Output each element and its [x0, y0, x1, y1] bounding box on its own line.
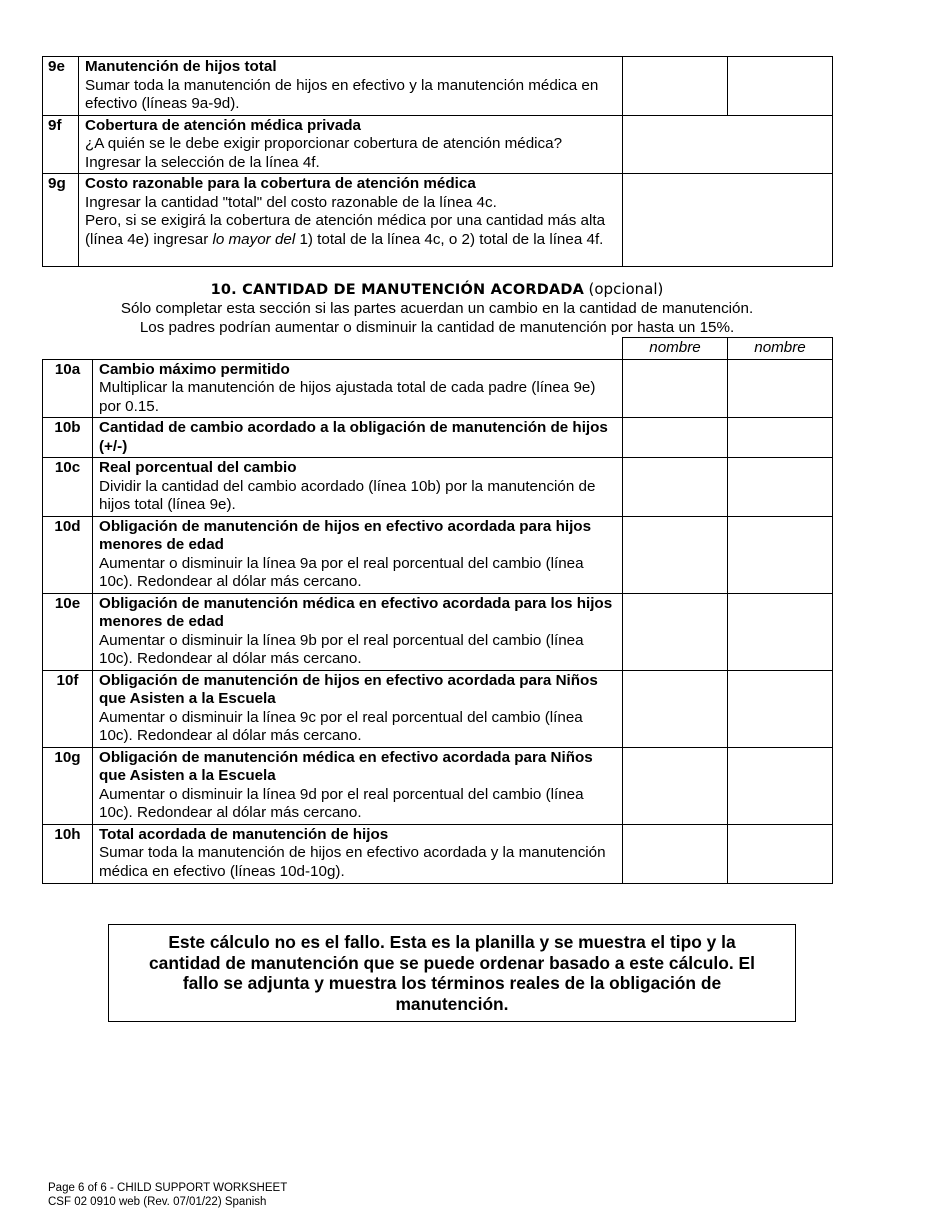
line-description	[93, 359, 623, 418]
line-description	[93, 418, 623, 458]
table-row	[43, 115, 833, 174]
parent-2-amount-field[interactable]	[728, 57, 833, 116]
table-row	[43, 458, 833, 517]
line-description	[79, 115, 623, 174]
parent-1-amount-field[interactable]	[623, 824, 728, 883]
table-row	[43, 824, 833, 883]
line-title: Costo razonable para la cobertura de atención médica	[85, 175, 476, 192]
line-title: Cantidad de cambio acordado a la obligación de manutención de hijos (+/-)	[99, 419, 608, 455]
section-10-subtitle: Sólo completar esta sección si las partes acuerdan un cambio en la cantidad de manutención.	[120, 300, 754, 317]
table-row	[43, 174, 833, 267]
column-header-parent-1: nombre	[623, 338, 728, 360]
line-instructions: Aumentar o disminuir la línea 9b por el real porcentual del cambio (línea 10c). Redondear al dólar más cercano.	[99, 631, 584, 667]
instruction-text: Pero, si se exigirá la cobertura de atención médica por una cantidad más alta (línea 4e) ingresar	[85, 212, 606, 248]
optional-label: (opcional)	[588, 280, 664, 298]
line-number: 10d	[43, 516, 93, 593]
parent-2-amount-field[interactable]	[728, 458, 833, 517]
line-number: 10h	[43, 824, 93, 883]
footer-form-id: CSF 02 0910 web (Rev. 07/01/22) Spanish	[48, 1196, 267, 1208]
line-number: 10g	[43, 747, 93, 824]
parent-1-amount-field[interactable]	[623, 458, 728, 517]
line-instructions: Aumentar o disminuir la línea 9c por el real porcentual del cambio (línea 10c). Redondear al dólar más cercano.	[99, 708, 583, 744]
line-instructions: Ingresar la cantidad "total" del costo razonable de la línea 4c.	[85, 193, 497, 211]
parent-2-amount-field[interactable]	[728, 824, 833, 883]
line-description	[79, 57, 623, 116]
instruction-text: 1) total de la línea 4c, o 2) total de la línea 4f.	[295, 230, 604, 248]
line-number: 10a	[43, 359, 93, 418]
header-blank	[43, 338, 623, 360]
header-row	[43, 338, 833, 360]
table-row	[43, 359, 833, 418]
table-row	[43, 57, 833, 116]
line-number: 10c	[43, 458, 93, 517]
line-title: Obligación de manutención médica en efectivo acordada para los hijos menores de edad	[99, 594, 613, 630]
line-instructions: Sumar toda la manutención de hijos en efectivo y la manutención médica en efectivo (líneas 9a-9d).	[85, 76, 599, 112]
reasonable-cost-field[interactable]	[623, 174, 833, 267]
table-row	[43, 670, 833, 747]
section-10-heading	[42, 280, 832, 299]
parent-1-amount-field[interactable]	[623, 593, 728, 670]
line-instructions: Aumentar o disminuir la línea 9a por el real porcentual del cambio (línea 10c). Redondear al dólar más cercano.	[99, 554, 584, 590]
parent-2-amount-field[interactable]	[728, 359, 833, 418]
line-instructions	[85, 212, 616, 249]
section-title: 10. CANTIDAD DE MANUTENCIÓN ACORDADA	[210, 282, 585, 298]
parent-2-amount-field[interactable]	[728, 670, 833, 747]
instruction-emphasis: lo mayor del	[212, 230, 296, 248]
table-row	[43, 418, 833, 458]
line-title: Real porcentual del cambio	[99, 459, 297, 476]
line-number: 9g	[43, 174, 79, 267]
line-title: Cambio máximo permitido	[99, 360, 290, 378]
parent-1-amount-field[interactable]	[623, 670, 728, 747]
section-10-table	[42, 337, 833, 884]
parent-2-amount-field[interactable]	[728, 418, 833, 458]
line-title: Manutención de hijos total	[85, 58, 277, 75]
line-description	[93, 593, 623, 670]
table-row	[43, 593, 833, 670]
line-number: 10f	[43, 670, 93, 747]
line-description	[93, 670, 623, 747]
parent-1-amount-field[interactable]	[623, 516, 728, 593]
line-number: 10e	[43, 593, 93, 670]
parent-1-amount-field[interactable]	[623, 359, 728, 418]
line-number: 9e	[43, 57, 79, 116]
parent-1-amount-field[interactable]	[623, 57, 728, 116]
line-number: 10b	[43, 418, 93, 458]
line-instructions: Ingresar la selección de la línea 4f.	[85, 153, 320, 171]
line-description	[93, 747, 623, 824]
column-header-parent-2: nombre	[728, 338, 833, 360]
disclaimer-notice: Este cálculo no es el fallo. Esta es la planilla y se muestra el tipo y la cantidad de manutención que se puede ordenar basado a este cálculo. El fallo se adjunta y muestra los términos reales de la obligación de manutención.	[108, 924, 796, 1022]
line-title: Total acordada de manutención de hijos	[99, 825, 389, 843]
line-number: 9f	[43, 115, 79, 174]
line-description	[93, 516, 623, 593]
line-instructions: Dividir la cantidad del cambio acordado (línea 10b) por la manutención de hijos total (línea 9e).	[99, 477, 596, 513]
parent-1-amount-field[interactable]	[623, 418, 728, 458]
line-instructions: Sumar toda la manutención de hijos en efectivo acordada y la manutención médica en efectivo (líneas 10d-10g).	[99, 844, 606, 880]
line-instructions: ¿A quién se le debe exigir proporcionar cobertura de atención médica?	[85, 135, 563, 152]
line-instructions: Multiplicar la manutención de hijos ajustada total de cada padre (línea 9e) por 0.15.	[99, 379, 596, 415]
footer-page-info: Page 6 of 6 - CHILD SUPPORT WORKSHEET	[48, 1182, 288, 1194]
table-row	[43, 747, 833, 824]
health-coverage-selection-field[interactable]	[623, 115, 833, 174]
parent-2-amount-field[interactable]	[728, 593, 833, 670]
line-description	[79, 174, 623, 267]
page-footer	[48, 1181, 287, 1209]
parent-2-amount-field[interactable]	[728, 747, 833, 824]
section-9-table	[42, 56, 833, 267]
line-instructions: Aumentar o disminuir la línea 9d por el real porcentual del cambio (línea 10c). Redondear al dólar más cercano.	[99, 785, 584, 821]
line-title: Obligación de manutención de hijos en efectivo acordada para Niños que Asisten a la Escuela	[99, 671, 598, 707]
line-title: Cobertura de atención médica privada	[85, 116, 361, 134]
line-description	[93, 458, 623, 517]
table-row	[43, 516, 833, 593]
section-10-subtitle: Los padres podrían aumentar o disminuir la cantidad de manutención por hasta un 15%.	[139, 319, 735, 336]
parent-2-amount-field[interactable]	[728, 516, 833, 593]
parent-1-amount-field[interactable]	[623, 747, 728, 824]
line-description	[93, 824, 623, 883]
line-title: Obligación de manutención de hijos en efectivo acordada para hijos menores de edad	[99, 517, 592, 553]
line-title: Obligación de manutención médica en efectivo acordada para Niños que Asisten a la Escuela	[99, 748, 593, 784]
